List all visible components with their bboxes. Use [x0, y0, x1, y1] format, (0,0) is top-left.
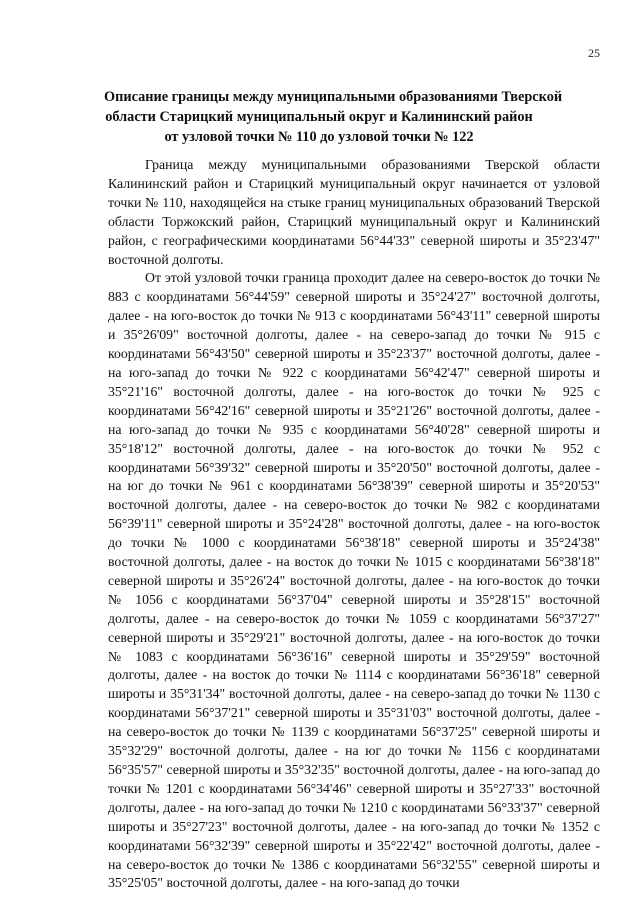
paragraph-boundary-description: От этой узловой точки граница проходит далее на северо-восток до точки № 883 с координатами 56°44'59" северной широты и 35°24'27" восточной долготы, далее - на юго-восток до точки № 913 с координатами 56°43'11" северной широты и 35°26'09" восточной долготы, далее - на северо-запад до точки № 915 с координатами 56°43'50" северной широты и 35°23'37" восточной долготы, далее - на юго-запад до точки № 922 с координатами 56°42'47" северной широты и 35°21'16" восточной долготы, далее - на юго-восток до точки № 925 с координатами 56°42'16" северной широты и 35°21'26" восточной долготы, далее - на юго-запад до точки № 935 с координатами 56°40'28" северной широты и 35°18'12" восточной долготы, далее - на юго-восток до точки № 952 с координатами 56°39'32" северной широты и 35°20'50" восточной долготы, далее - на юг до точки № 961 с координатами 56°38'39" северной широты и 35°20'53" восточной долготы, далее - на северо-восток до точки № 982 с координатами 56°39'11" северной широты и 35°24'28" восточной долготы, далее - на юго-восток до точки № 1000 с координатами 56°38'18" северной широты и 35°24'38" восточной долготы, далее - на восток до точки № 1015 с координатами 56°38'18" северной широты и 35°26'24" восточной долготы, далее - на юго-восток до точки № 1056 с координатами 56°37'04" северной широты и 35°28'15" восточной долготы, далее - на северо-восток до точки № 1059 с координатами 56°37'27" северной широты и 35°29'21" восточной долготы, далее - на юго-восток до точки № 1083 с координатами 56°36'16" северной широты и 35°29'59" восточной долготы, далее - на восток до точки № 1114 с координатами 56°36'18" северной широты и 35°31'34" восточной долготы, далее - на северо-запад до точки № 1130 с координатами 56°37'21" северной широты и 35°31'03" восточной долготы, далее - на северо-восток до точки № 1139 с координатами 56°37'25" северной широты и 35°32'29" восточной долготы, далее - на юг до точки № 1156 с координатами 56°35'57" северной широты и 35°32'35" восточной долготы, далее - на юго-запад до точки № 1201 с координатами 56°34'46" северной широты и 35°27'33" восточной долготы, далее - на юго-запад до точки № 1210 с координатами 56°33'37" северной широты и 35°27'23" восточной долготы, далее - на юго-запад до точки № 1352 с координатами 56°32'39" северной широты и 35°22'42" восточной долготы, далее - на северо-восток до точки № 1386 с координатами 56°32'55" северной широты и 35°25'05" восточной долготы, далее - на юго-запад до точки: [108, 270, 600, 891]
paragraph-intro: Граница между муниципальными образованиями Тверской области Калининский район и Старицкий муниципальный округ начинается от узловой точки № 110, находящейся на стыке границ муниципальных образований Тверской области Торжокский район, Старицкий муниципальный округ и Калининский район, с географическими координатами 56°44'33" северной широты и 35°23'47" восточной долготы.: [108, 157, 600, 267]
title-line: Описание границы между муниципальными образованиями Тверской: [104, 89, 563, 105]
title-line: от узловой точки № 110 до узловой точки № 122: [164, 129, 474, 145]
page-number: 25: [588, 46, 600, 60]
document-body: [108, 156, 600, 893]
title-line: области Старицкий муниципальный округ и Калининский район: [105, 109, 533, 125]
document-title: [104, 87, 563, 147]
